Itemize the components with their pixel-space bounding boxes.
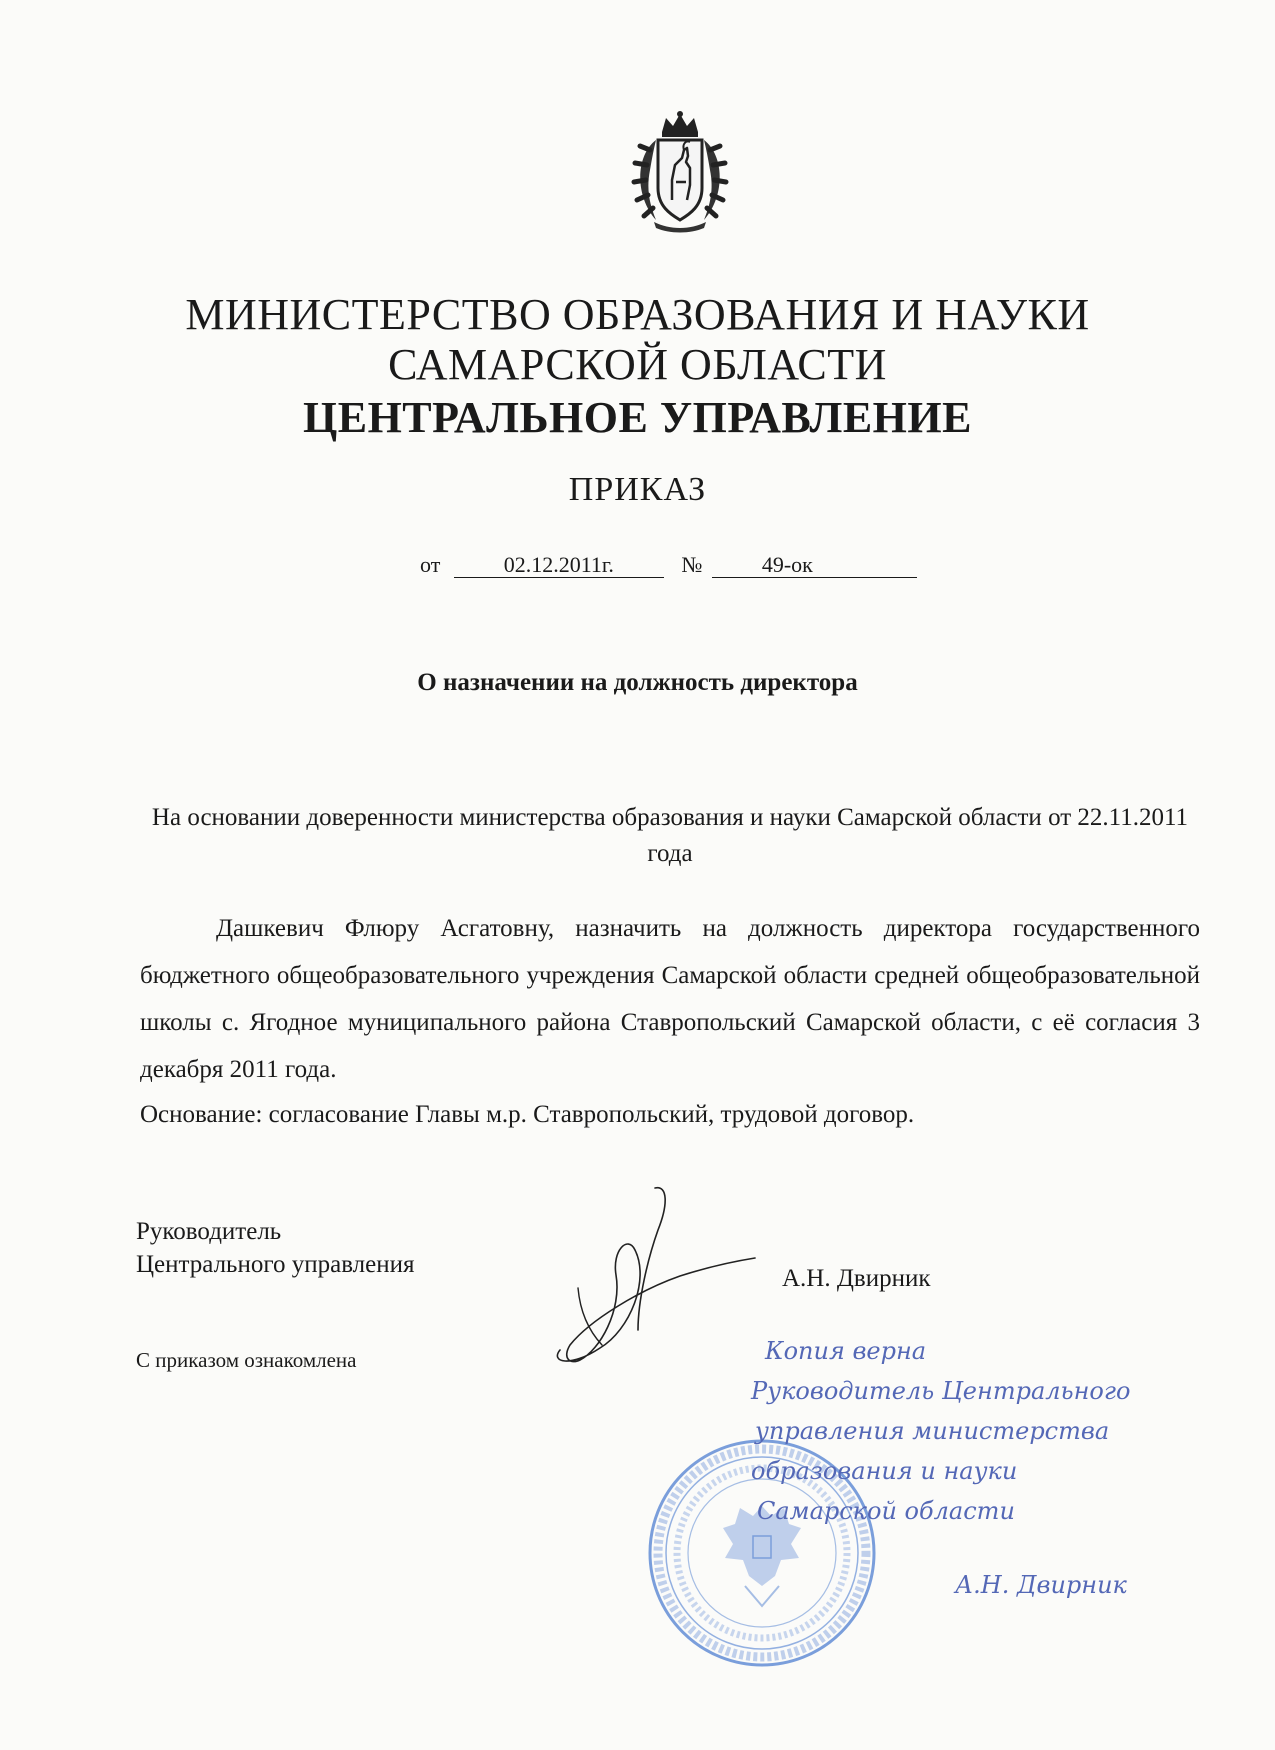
certification-signature-name: А.Н. Двирник xyxy=(955,1571,1127,1599)
acknowledgement-text: С приказом ознакомлена xyxy=(136,1348,357,1372)
order-reason: Основание: согласование Главы м.р. Ставропольский, трудовой договор. xyxy=(140,1101,915,1128)
document-type: ПРИКАЗ xyxy=(568,471,707,508)
certification-line-1: Копия верна xyxy=(765,1337,927,1365)
certification-line-4: образования и науки xyxy=(751,1457,1018,1485)
coat-of-arms-icon xyxy=(620,110,740,235)
order-date-number-line xyxy=(420,552,917,578)
handwritten-certification xyxy=(715,1322,1185,1642)
ministry-name xyxy=(0,290,1275,390)
order-subject: О назначении на должность директора xyxy=(417,669,858,696)
number-prefix: № xyxy=(681,552,703,577)
order-number: 49-ок xyxy=(712,553,917,578)
signatory-title xyxy=(136,1215,415,1281)
certification-line-2: Руководитель Центрального xyxy=(751,1377,1131,1405)
certification-line-5: Самарской области xyxy=(757,1497,1015,1525)
order-basis: На основании доверенности министерства образования и науки Самарской области от 22.11.2011 года xyxy=(151,804,1189,867)
ministry-line-2: САМАРСКОЙ ОБЛАСТИ xyxy=(388,340,887,389)
signatory-title-line-2: Центрального управления xyxy=(136,1251,415,1278)
signatory-name: А.Н. Двирник xyxy=(782,1265,931,1292)
signatory-title-line-1: Руководитель xyxy=(136,1218,282,1245)
date-prefix: от xyxy=(420,552,441,577)
department-name: ЦЕНТРАЛЬНОЕ УПРАВЛЕНИЕ xyxy=(303,393,972,442)
certification-line-3: управления министерства xyxy=(755,1417,1110,1445)
order-date: 02.12.2011г. xyxy=(454,553,664,578)
order-body: Дашкевич Флюру Асгатовну, назначить на должность директора государственного бюджетного общеобразовательного учреждения Самарской области средней общеобразовательной школы с. Ягодное муниципального района Ставропольский Самарской области, с её согласия 3 декабря 2011 года. xyxy=(140,915,1200,1083)
ministry-line-1: МИНИСТЕРСТВО ОБРАЗОВАНИЯ И НАУКИ xyxy=(185,290,1090,339)
